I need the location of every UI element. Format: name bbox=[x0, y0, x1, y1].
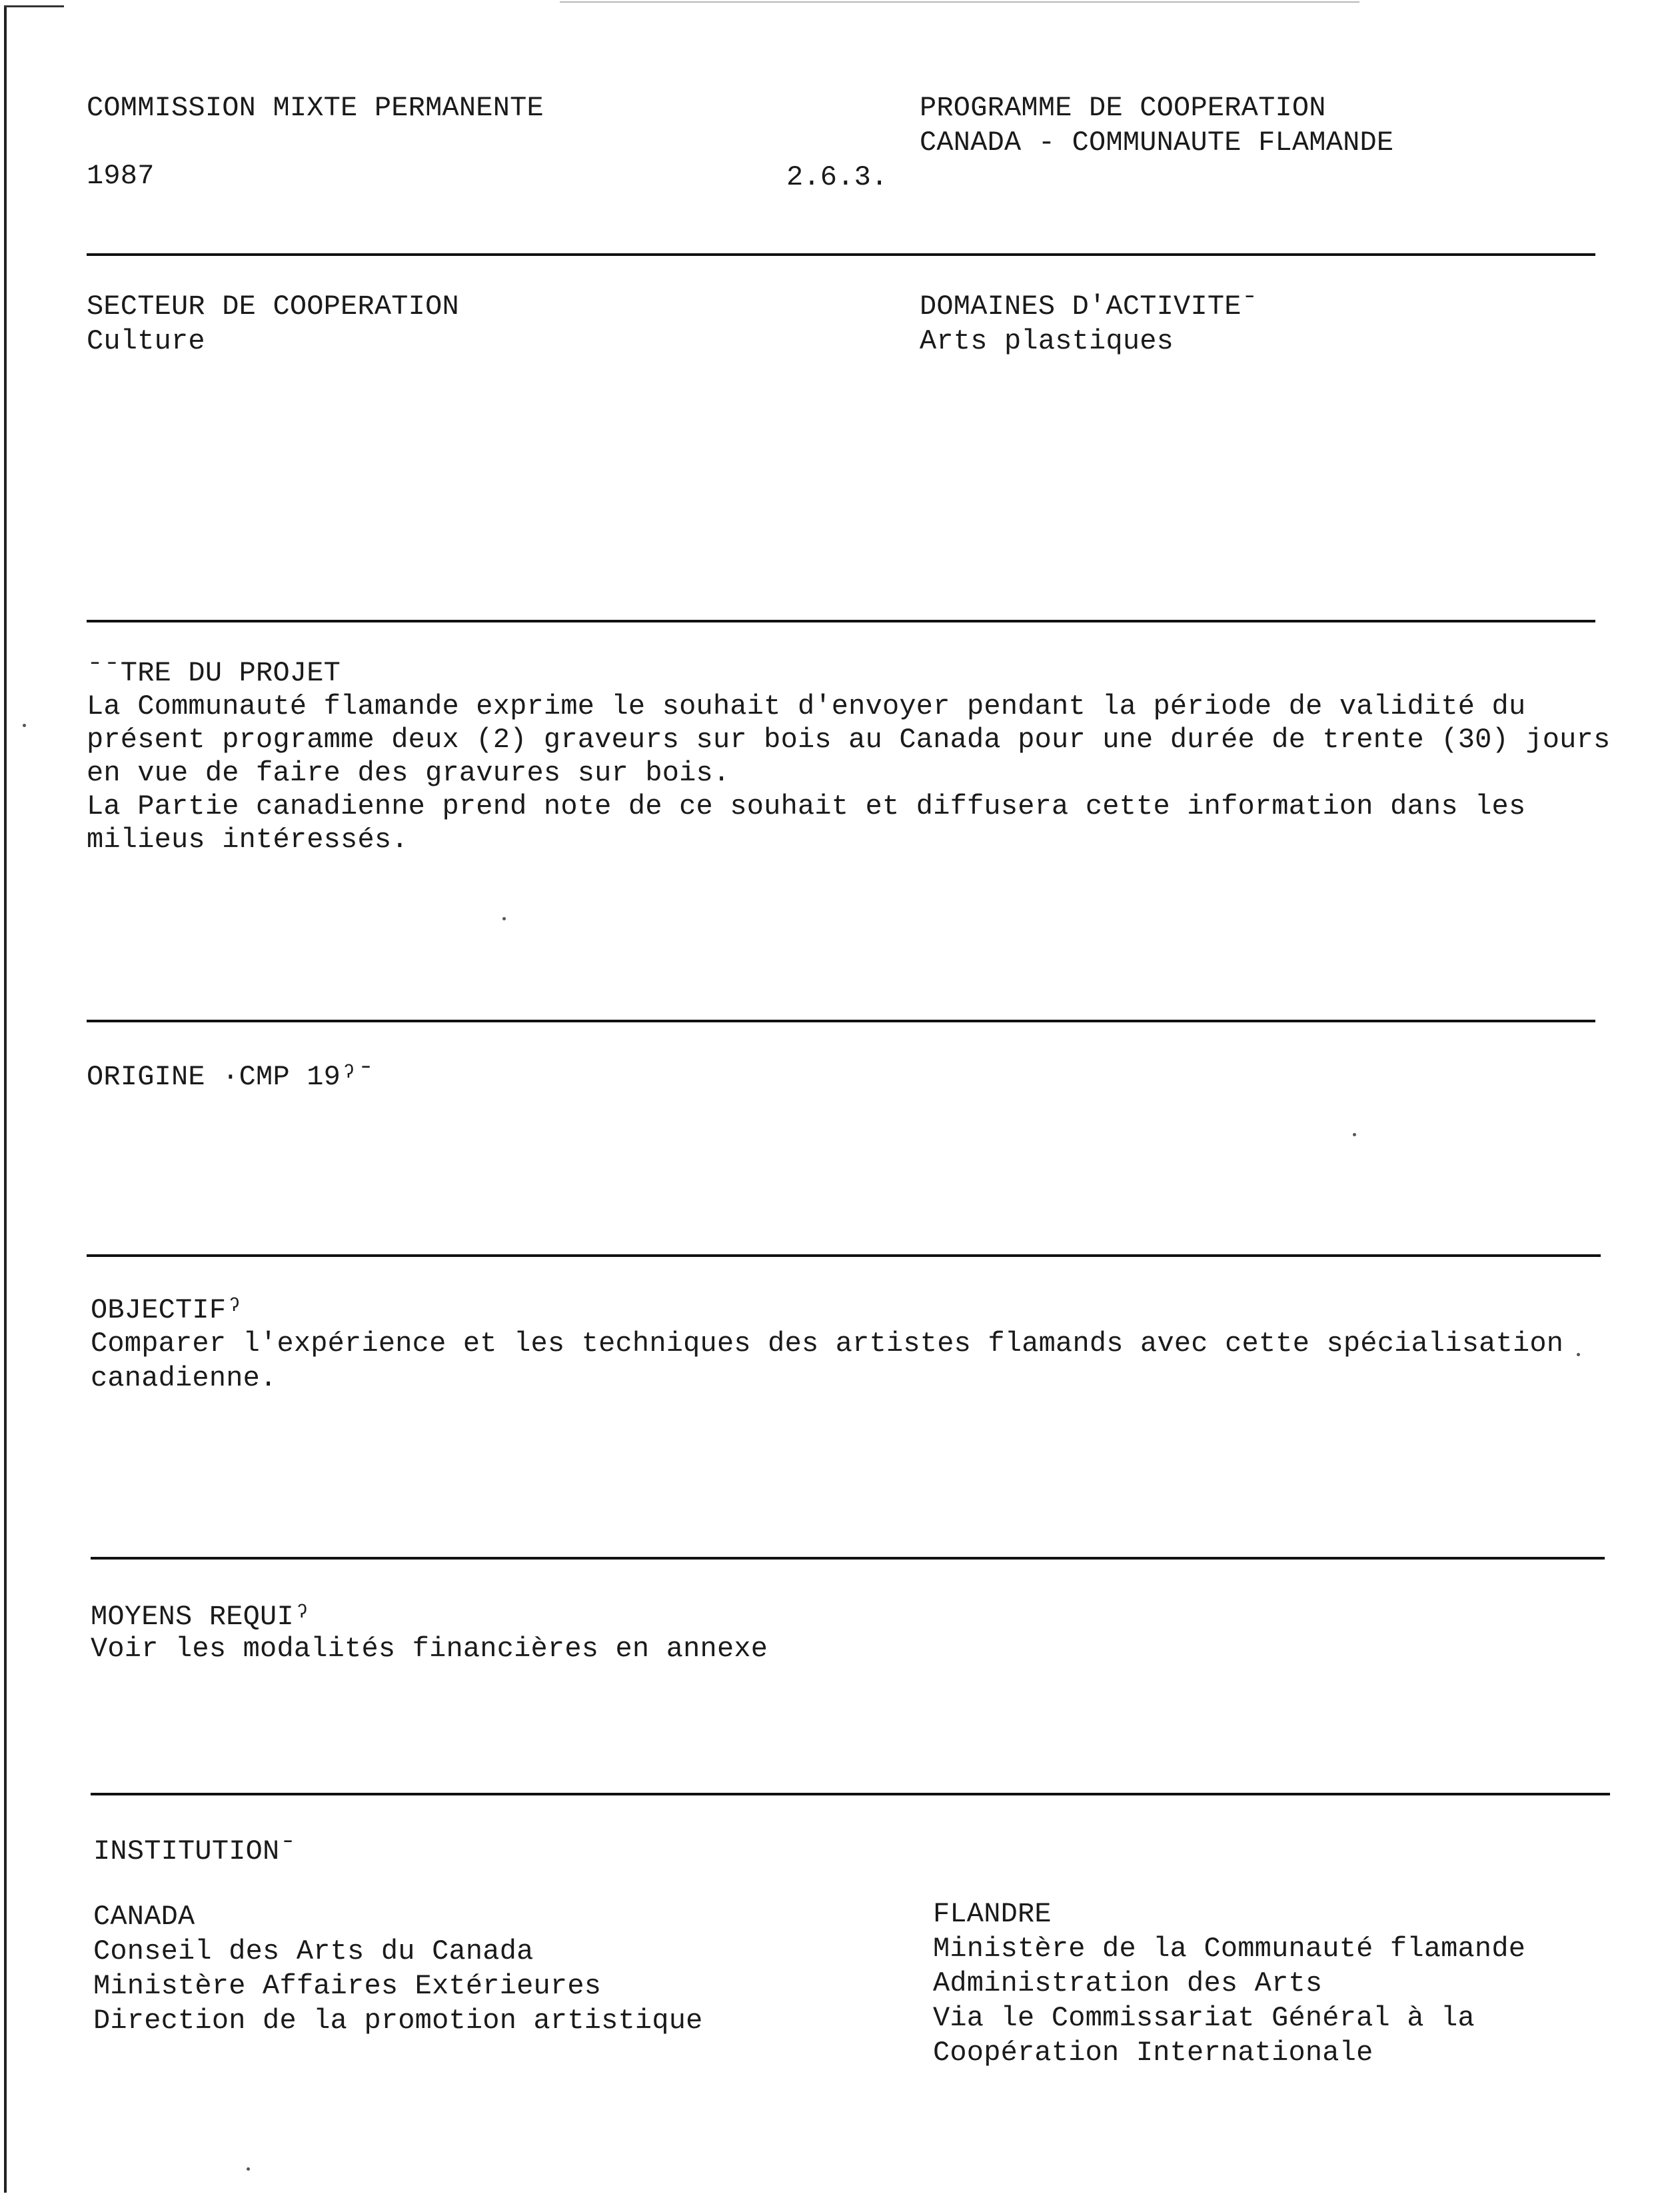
scan-corner-mark bbox=[4, 5, 64, 7]
divider-1 bbox=[87, 253, 1595, 256]
flandre-line-1: Ministère de la Communauté flamande bbox=[933, 1933, 1526, 1965]
canada-heading: CANADA bbox=[93, 1901, 195, 1933]
secteur-heading: SECTEUR DE COOPERATION bbox=[87, 291, 459, 323]
titre-heading: ˉˉTRE DU PROJET bbox=[87, 657, 341, 689]
scan-top-edge bbox=[560, 1, 1359, 3]
secteur-value: Culture bbox=[87, 325, 205, 357]
divider-5 bbox=[91, 1557, 1605, 1560]
year: 1987 bbox=[87, 160, 155, 192]
titre-line-5: milieus intéressés. bbox=[87, 824, 409, 856]
titre-line-2: présent programme deux (2) graveurs sur bois au Canada pour une durée de trente (30) jours bbox=[87, 724, 1611, 756]
institutions-heading: INSTITUTIONˉ bbox=[93, 1835, 297, 1867]
canada-line-2: Ministère Affaires Extérieures bbox=[93, 1970, 602, 2002]
scan-speck bbox=[23, 724, 26, 727]
commission-title: COMMISSION MIXTE PERMANENTE bbox=[87, 92, 544, 124]
objectif-heading: OBJECTIFˀ bbox=[91, 1294, 243, 1326]
flandre-line-4: Coopération Internationale bbox=[933, 2037, 1373, 2069]
reference-number: 2.6.3. bbox=[786, 161, 888, 193]
divider-3 bbox=[87, 1020, 1595, 1022]
divider-4 bbox=[87, 1254, 1601, 1257]
origine-heading: ORIGINE ·CMP 19ˀˉ bbox=[87, 1061, 375, 1093]
flandre-line-3: Via le Commissariat Général à la bbox=[933, 2002, 1475, 2034]
canada-line-3: Direction de la promotion artistique bbox=[93, 2005, 703, 2037]
objectif-line-2: canadienne. bbox=[91, 1362, 277, 1394]
domaines-value: Arts plastiques bbox=[920, 325, 1174, 357]
scan-speck bbox=[247, 2167, 250, 2171]
scan-speck bbox=[502, 917, 506, 920]
flandre-line-2: Administration des Arts bbox=[933, 1967, 1323, 1999]
scan-left-border bbox=[4, 7, 7, 2193]
moyens-heading: MOYENS REQUIˀ bbox=[91, 1601, 311, 1633]
flandre-heading: FLANDRE bbox=[933, 1898, 1052, 1930]
objectif-line-1: Comparer l'expérience et les techniques des artistes flamands avec cette spécialisation bbox=[91, 1328, 1564, 1360]
titre-line-4: La Partie canadienne prend note de ce souhait et diffusera cette information dans les bbox=[87, 790, 1526, 822]
scan-speck bbox=[1577, 1353, 1580, 1356]
scan-speck bbox=[1353, 1133, 1356, 1136]
programme-line-1: PROGRAMME DE COOPERATION bbox=[920, 92, 1326, 124]
programme-line-2: CANADA - COMMUNAUTE FLAMANDE bbox=[920, 127, 1394, 159]
canada-line-1: Conseil des Arts du Canada bbox=[93, 1935, 534, 1967]
titre-line-1: La Communauté flamande exprime le souhait d'envoyer pendant la période de validité du bbox=[87, 690, 1526, 722]
domaines-heading: DOMAINES D'ACTIVITEˉ bbox=[920, 291, 1259, 323]
divider-6 bbox=[91, 1793, 1610, 1795]
titre-line-3: en vue de faire des gravures sur bois. bbox=[87, 757, 730, 789]
divider-2 bbox=[87, 620, 1595, 622]
moyens-value: Voir les modalités financières en annexe bbox=[91, 1633, 768, 1665]
